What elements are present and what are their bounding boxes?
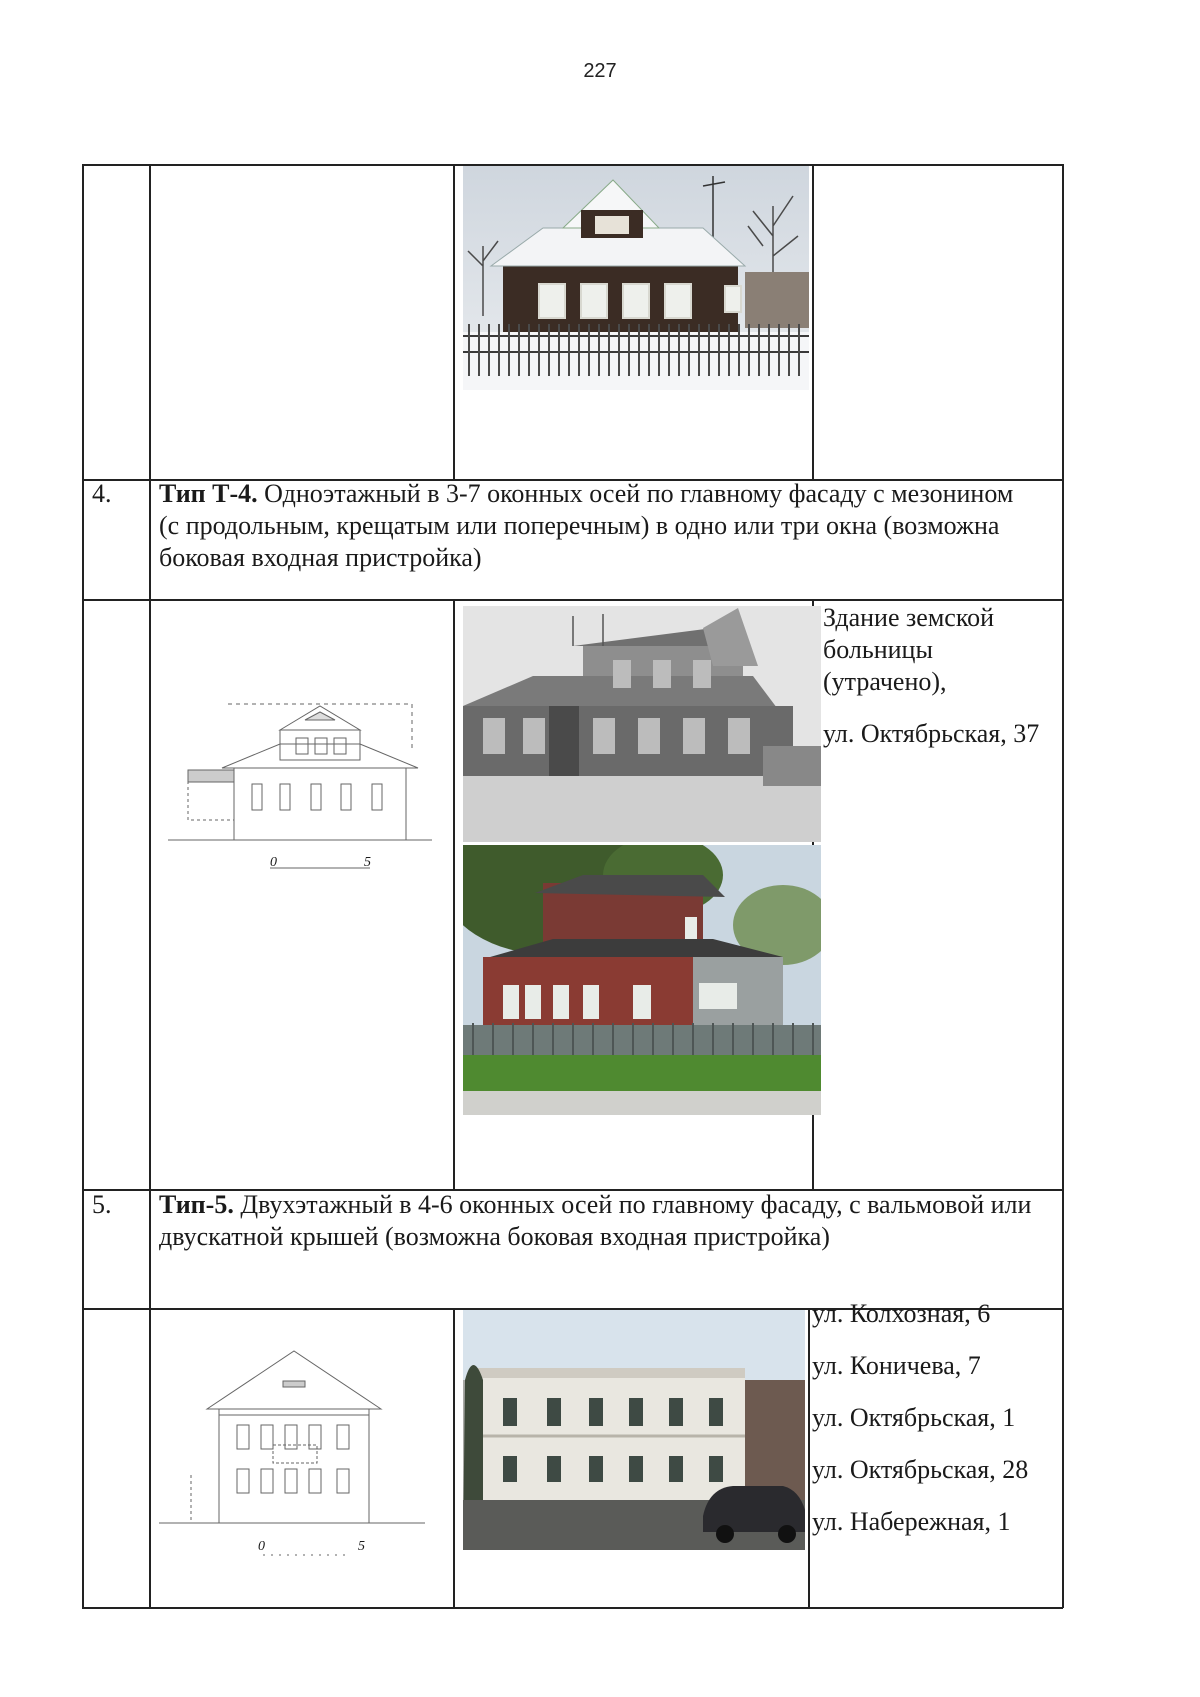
facade-drawing-type-5	[155, 1345, 445, 1575]
address-item: ул. Коничева, 7	[812, 1351, 981, 1380]
page-number: 227	[583, 60, 617, 82]
address-line: Здание земской больницы (утрачено),	[823, 603, 995, 696]
address-item: ул. Октябрьская, 28	[812, 1455, 1029, 1484]
address-item: ул. Колхозная, 6	[812, 1299, 991, 1328]
photo-zemstvo-hospital-old	[463, 606, 821, 842]
scale-label-5: 5	[364, 855, 371, 870]
type-5-text: Двухэтажный в 4-6 оконных осей по главному фасаду, с вальмовой или двускатной крышей (возможна боковая входная пристройка)	[159, 1190, 1032, 1251]
facade-drawing-type-4	[160, 690, 450, 890]
type-4-text: Одноэтажный в 3-7 оконных осей по главному фасаду с мезонином (с продольным, крещатым или поперечным) в одно или три окна (возможна боковая входная пристройка)	[159, 479, 1014, 572]
address-line: ул. Октябрьская, 37	[823, 719, 1040, 748]
row-number-4: 4.	[92, 479, 112, 508]
type-4-title: Тип Т-4.	[159, 479, 258, 508]
photo-snowy-house	[463, 166, 809, 390]
type-4-address	[823, 602, 1059, 771]
row-number-5: 5.	[92, 1190, 112, 1219]
address-item: ул. Набережная, 1	[812, 1507, 1011, 1536]
type-5-title: Тип-5.	[159, 1190, 234, 1219]
scale-label-0: 0	[270, 855, 277, 870]
type-4-description	[159, 478, 1039, 574]
address-item: ул. Октябрьская, 1	[812, 1403, 1016, 1432]
scale-label-0: 0	[258, 1539, 265, 1554]
type-5-description	[159, 1189, 1039, 1253]
photo-two-storey-building	[463, 1310, 805, 1550]
photo-red-house-mezzanine	[463, 845, 821, 1115]
type-5-address-list	[812, 1298, 1060, 1538]
scale-label-5: 5	[358, 1539, 365, 1554]
